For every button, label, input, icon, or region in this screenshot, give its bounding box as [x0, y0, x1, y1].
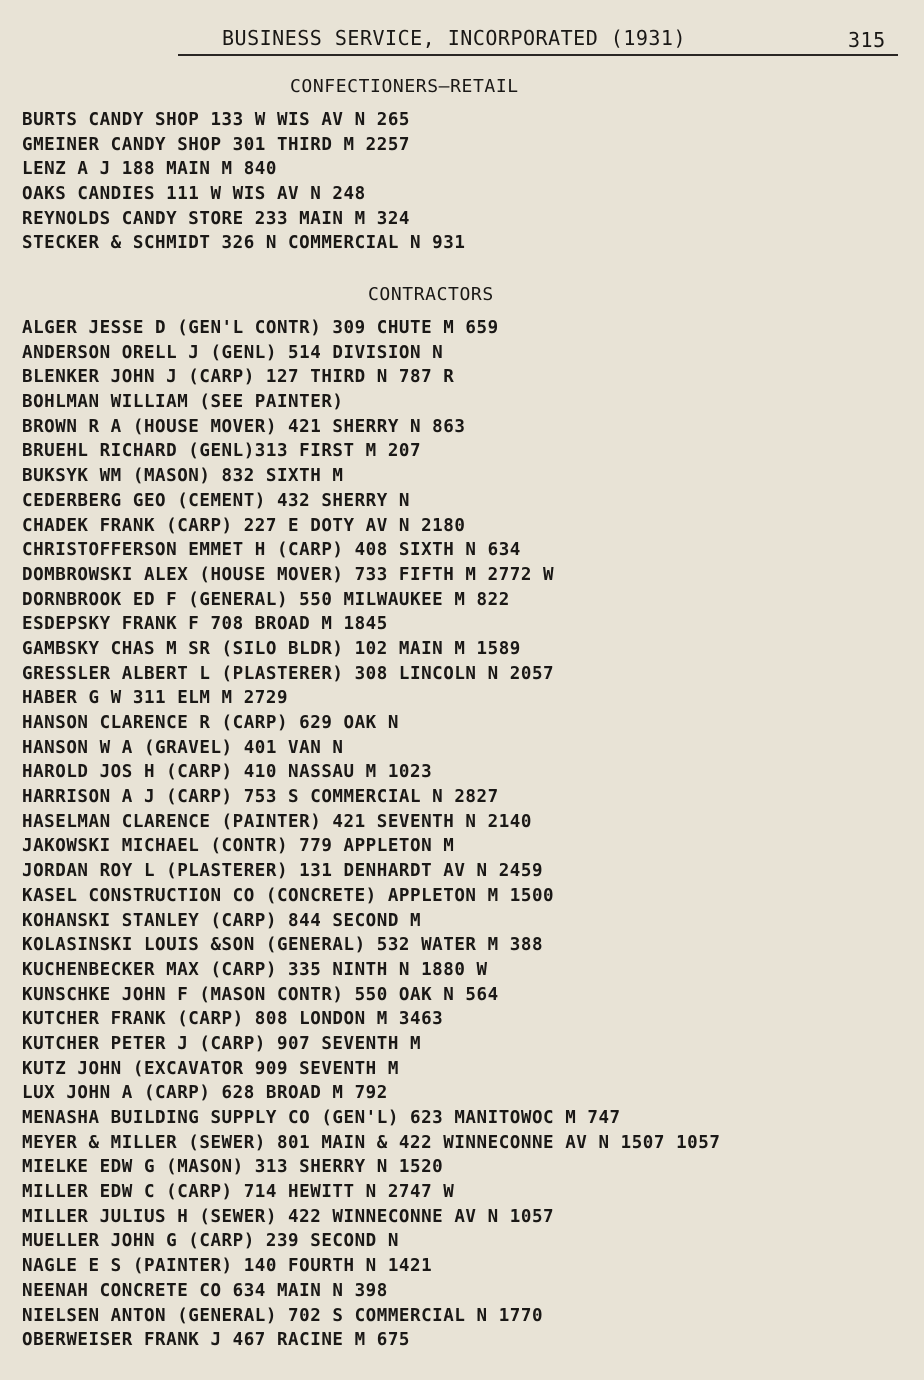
list-item: BROWN R A (HOUSE MOVER) 421 SHERRY N 863: [22, 416, 466, 437]
list-item: KUTZ JOHN (EXCAVATOR 909 SEVENTH M: [22, 1058, 399, 1079]
list-item: MENASHA BUILDING SUPPLY CO (GEN'L) 623 MANITOWOC M 747: [22, 1108, 621, 1128]
list-item: ESDEPSKY FRANK F 708 BROAD M 1845: [22, 614, 388, 635]
contractors-list: [22, 316, 720, 1353]
list-item: OAKS CANDIES 111 W WIS AV N 248: [22, 184, 366, 205]
header-rule: [178, 54, 898, 56]
list-item: HANSON CLARENCE R (CARP) 629 OAK N: [22, 713, 399, 733]
list-item: GRESSLER ALBERT L (PLASTERER) 308 LINCOLN N 2057: [22, 663, 555, 684]
list-item: KUTCHER PETER J (CARP) 907 SEVENTH M: [22, 1033, 422, 1054]
list-item: KOLASINSKI LOUIS &SON (GENERAL) 532 WATER M 388: [22, 935, 544, 956]
list-item: ALGER JESSE D (GEN'L CONTR) 309 CHUTE M 659: [22, 318, 499, 338]
section-heading-contractors: CONTRACTORS: [368, 284, 494, 305]
list-item: NAGLE E S (PAINTER) 140 FOURTH N 1421: [22, 1256, 433, 1277]
list-item: HASELMAN CLARENCE (PAINTER) 421 SEVENTH N 2140: [22, 811, 532, 832]
list-item: MILLER EDW C (CARP) 714 HEWITT N 2747 W: [22, 1182, 455, 1203]
list-item: REYNOLDS CANDY STORE 233 MAIN M 324: [22, 208, 411, 229]
list-item: CHADEK FRANK (CARP) 227 E DOTY AV N 2180: [22, 515, 466, 536]
list-item: GAMBSKY CHAS M SR (SILO BLDR) 102 MAIN M 1589: [22, 638, 521, 659]
list-item: NEENAH CONCRETE CO 634 MAIN N 398: [22, 1280, 388, 1301]
list-item: GMEINER CANDY SHOP 301 THIRD M 2257: [22, 134, 411, 155]
list-item: CEDERBERG GEO (CEMENT) 432 SHERRY N: [22, 490, 411, 511]
list-item: BOHLMAN WILLIAM (SEE PAINTER): [22, 392, 344, 413]
running-title: BUSINESS SERVICE, INCORPORATED (1931): [222, 26, 687, 50]
page-number: 315: [848, 28, 886, 52]
list-item: HABER G W 311 ELM M 2729: [22, 688, 289, 709]
list-item: KOHANSKI STANLEY (CARP) 844 SECOND M: [22, 910, 422, 931]
list-item: BRUEHL RICHARD (GENL)313 FIRST M 207: [22, 441, 422, 462]
list-item: OBERWEISER FRANK J 467 RACINE M 675: [22, 1330, 411, 1351]
list-item: KUCHENBECKER MAX (CARP) 335 NINTH N 1880 W: [22, 959, 488, 980]
list-item: MILLER JULIUS H (SEWER) 422 WINNECONNE AV N 1057: [22, 1206, 555, 1227]
list-item: STECKER & SCHMIDT 326 N COMMERCIAL N 931: [22, 233, 466, 254]
list-item: JAKOWSKI MICHAEL (CONTR) 779 APPLETON M: [22, 836, 455, 857]
list-item: JORDAN ROY L (PLASTERER) 131 DENHARDT AV N 2459: [22, 861, 544, 882]
list-item: BURTS CANDY SHOP 133 W WIS AV N 265: [22, 110, 411, 130]
list-item: HARRISON A J (CARP) 753 S COMMERCIAL N 2827: [22, 787, 499, 808]
list-item: LENZ A J 188 MAIN M 840: [22, 159, 277, 180]
list-item: ANDERSON ORELL J (GENL) 514 DIVISION N: [22, 342, 444, 363]
list-item: MUELLER JOHN G (CARP) 239 SECOND N: [22, 1231, 399, 1252]
list-item: BLENKER JOHN J (CARP) 127 THIRD N 787 R: [22, 367, 455, 388]
list-item: MIELKE EDW G (MASON) 313 SHERRY N 1520: [22, 1157, 444, 1178]
section-heading-confectioners: CONFECTIONERS—RETAIL: [290, 76, 519, 97]
list-item: BUKSYK WM (MASON) 832 SIXTH M: [22, 466, 344, 487]
list-item: MEYER & MILLER (SEWER) 801 MAIN & 422 WINNECONNE AV N 1507 1057: [22, 1132, 721, 1153]
list-item: HANSON W A (GRAVEL) 401 VAN N: [22, 737, 344, 758]
list-item: DORNBROOK ED F (GENERAL) 550 MILWAUKEE M 822: [22, 589, 510, 610]
list-item: CHRISTOFFERSON EMMET H (CARP) 408 SIXTH N 634: [22, 540, 521, 561]
list-item: DOMBROWSKI ALEX (HOUSE MOVER) 733 FIFTH M 2772 W: [22, 564, 555, 585]
list-item: KUTCHER FRANK (CARP) 808 LONDON M 3463: [22, 1009, 444, 1030]
confectioners-list: [22, 108, 465, 256]
list-item: LUX JOHN A (CARP) 628 BROAD M 792: [22, 1083, 388, 1104]
list-item: KUNSCHKE JOHN F (MASON CONTR) 550 OAK N 564: [22, 984, 499, 1005]
list-item: KASEL CONSTRUCTION CO (CONCRETE) APPLETON M 1500: [22, 885, 555, 906]
list-item: NIELSEN ANTON (GENERAL) 702 S COMMERCIAL N 1770: [22, 1305, 544, 1326]
list-item: HAROLD JOS H (CARP) 410 NASSAU M 1023: [22, 762, 433, 783]
